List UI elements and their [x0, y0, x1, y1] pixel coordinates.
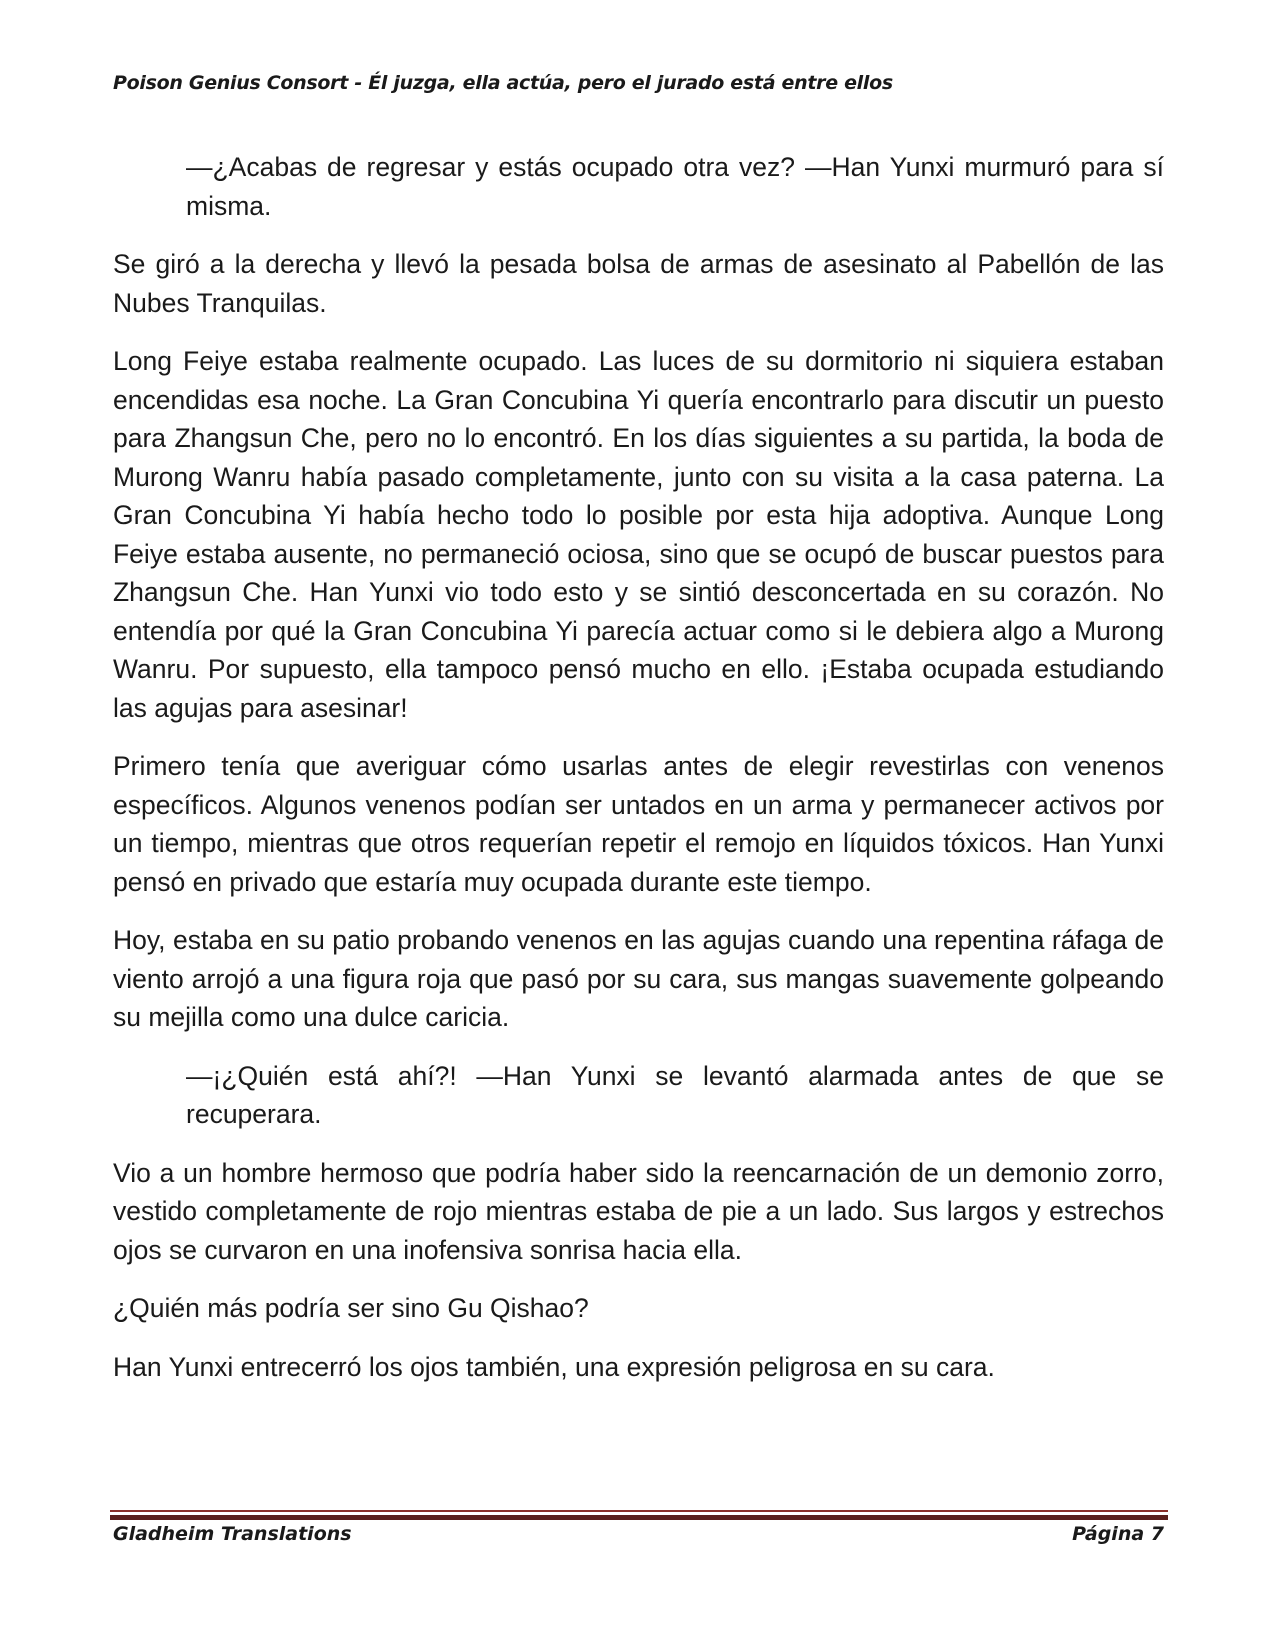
footer-credit: Gladheim Translations — [113, 1523, 352, 1545]
body-paragraph: Long Feiye estaba realmente ocupado. Las luces de su dormitorio ni siquiera estaban encendidas esa noche. La Gran Concubina Yi quería encontrarlo para discutir un puesto para Zhangsun Che, pero no lo encontró. En los días siguientes a su partida, la boda de Murong Wanru había pasado completamente, junto con su visita a la casa paterna. La Gran Concubina Yi había hecho todo lo posible por esta hija adoptiva. Aunque Long Feiye estaba ausente, no permaneció ociosa, sino que se ocupó de buscar puestos para Zhangsun Che. Han Yunxi vio todo esto y se sintió desconcertada en su corazón. No entendía por qué la Gran Concubina Yi parecía actuar como si le debiera algo a Murong Wanru. Por supuesto, ella tampoco pensó mucho en ello. ¡Estaba ocupada estudiando las agujas para asesinar! — [113, 346, 1164, 723]
page-footer — [113, 1523, 1164, 1545]
body-paragraph: Primero tenía que averiguar cómo usarlas antes de elegir revestirlas con venenos específicos. Algunos venenos podían ser untados en un arma y permanecer activos por un tiempo, mientras que otros requerían repetir el remojo en líquidos tóxicos. Han Yunxi pensó en privado que estaría muy ocupada durante este tiempo. — [113, 751, 1164, 897]
body-paragraph: Han Yunxi entrecerró los ojos también, una expresión peligrosa en su cara. — [113, 1351, 995, 1382]
dialogue-paragraph: —¿Acabas de regresar y estás ocupado otra vez? —Han Yunxi murmuró para sí misma. — [186, 152, 1164, 221]
page-body — [113, 148, 1164, 1406]
footer-divider-thin — [110, 1510, 1168, 1512]
running-header: Poison Genius Consort - Él juzga, ella actúa, pero el jurado está entre ellos — [113, 72, 893, 94]
dialogue-paragraph: —¡¿Quién está ahí?! —Han Yunxi se levantó alarmada antes de que se recuperara. — [186, 1060, 1164, 1129]
body-paragraph: Vio a un hombre hermoso que podría haber sido la reencarnación de un demonio zorro, vestido completamente de rojo mientras estaba de pie a un lado. Sus largos y estrechos ojos se curvaron en una inofensiva sonrisa hacia ella. — [113, 1157, 1164, 1265]
body-paragraph: ¿Quién más podría ser sino Gu Qishao? — [113, 1293, 589, 1323]
body-paragraph: Se giró a la derecha y llevó la pesada bolsa de armas de asesinato al Pabellón de las Nubes Tranquilas. — [113, 249, 1164, 318]
footer-divider-thick — [110, 1515, 1168, 1520]
page-number: Página 7 — [1072, 1523, 1164, 1545]
body-paragraph: Hoy, estaba en su patio probando venenos en las agujas cuando una repentina ráfaga de viento arrojó a una figura roja que pasó por su cara, sus mangas suavemente golpeando su mejilla como una dulce caricia. — [113, 925, 1164, 1032]
